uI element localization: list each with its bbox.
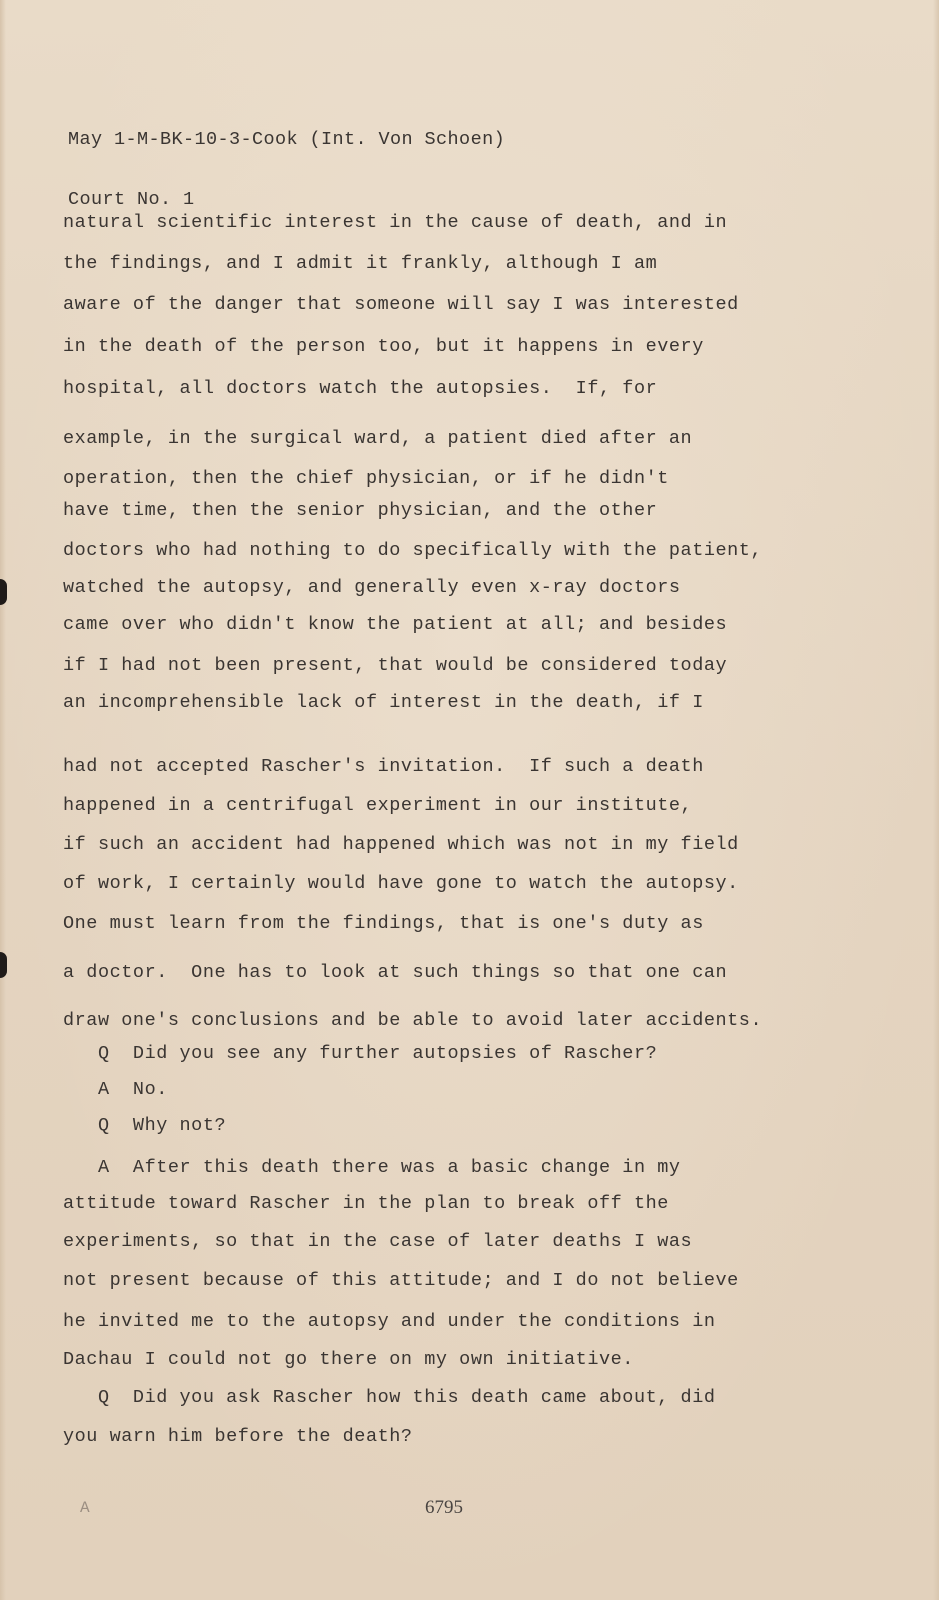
text-line: watched the autopsy, and generally even x-ray doctors — [63, 577, 681, 598]
text-line: came over who didn't know the patient at all; and besides — [63, 614, 728, 635]
text-line: the findings, and I admit it frankly, although I am — [63, 253, 658, 274]
text-line: draw one's conclusions and be able to avoid later accidents. — [63, 1010, 763, 1031]
text-line: in the death of the person too, but it happens in every — [63, 336, 704, 357]
text-line: aware of the danger that someone will say I was interested — [63, 294, 739, 315]
text-line: you warn him before the death? — [63, 1426, 413, 1447]
text-line: if such an accident had happened which was not in my field — [63, 834, 739, 855]
text-line: doctors who had nothing to do specifically with the patient, — [63, 540, 763, 561]
page-number-stamp: 6795 — [425, 1497, 463, 1518]
answer-line: A No. — [63, 1079, 168, 1100]
text-line: example, in the surgical ward, a patient died after an — [63, 428, 693, 449]
text-line: natural scientific interest in the cause of death, and in — [63, 212, 728, 233]
answer-line: A After this death there was a basic change in my — [63, 1157, 681, 1178]
text-line: of work, I certainly would have gone to watch the autopsy. — [63, 873, 739, 894]
text-line: he invited me to the autopsy and under the conditions in — [63, 1311, 716, 1332]
binder-hole-mark — [0, 952, 7, 978]
question-line: Q Did you see any further autopsies of Rascher? — [63, 1043, 658, 1064]
text-line: a doctor. One has to look at such things so that one can — [63, 962, 728, 983]
text-line: had not accepted Rascher's invitation. If such a death — [63, 756, 704, 777]
text-line: hospital, all doctors watch the autopsies. If, for — [63, 378, 658, 399]
question-line: Q Why not? — [63, 1115, 227, 1136]
text-line: One must learn from the findings, that is one's duty as — [63, 913, 704, 934]
text-line: happened in a centrifugal experiment in our institute, — [63, 795, 693, 816]
faint-overprint: A — [80, 1499, 96, 1517]
text-line: if I had not been present, that would be considered today — [63, 655, 728, 676]
binder-hole-mark — [0, 579, 7, 605]
text-line: operation, then the chief physician, or if he didn't — [63, 468, 669, 489]
header-line-1: May 1-M-BK-10-3-Cook (Int. Von Schoen) — [68, 129, 506, 150]
question-line: Q Did you ask Rascher how this death came about, did — [63, 1387, 716, 1408]
paper-edge-left — [0, 0, 6, 1600]
text-line: Dachau I could not go there on my own initiative. — [63, 1349, 634, 1370]
header-line-2: Court No. 1 — [68, 189, 195, 210]
text-line: have time, then the senior physician, and the other — [63, 500, 658, 521]
text-line: an incomprehensible lack of interest in the death, if I — [63, 692, 704, 713]
text-line: attitude toward Rascher in the plan to break off the — [63, 1193, 669, 1214]
paper-edge-right — [933, 0, 939, 1600]
text-line: not present because of this attitude; and I do not believe — [63, 1270, 739, 1291]
text-line: experiments, so that in the case of later deaths I was — [63, 1231, 693, 1252]
